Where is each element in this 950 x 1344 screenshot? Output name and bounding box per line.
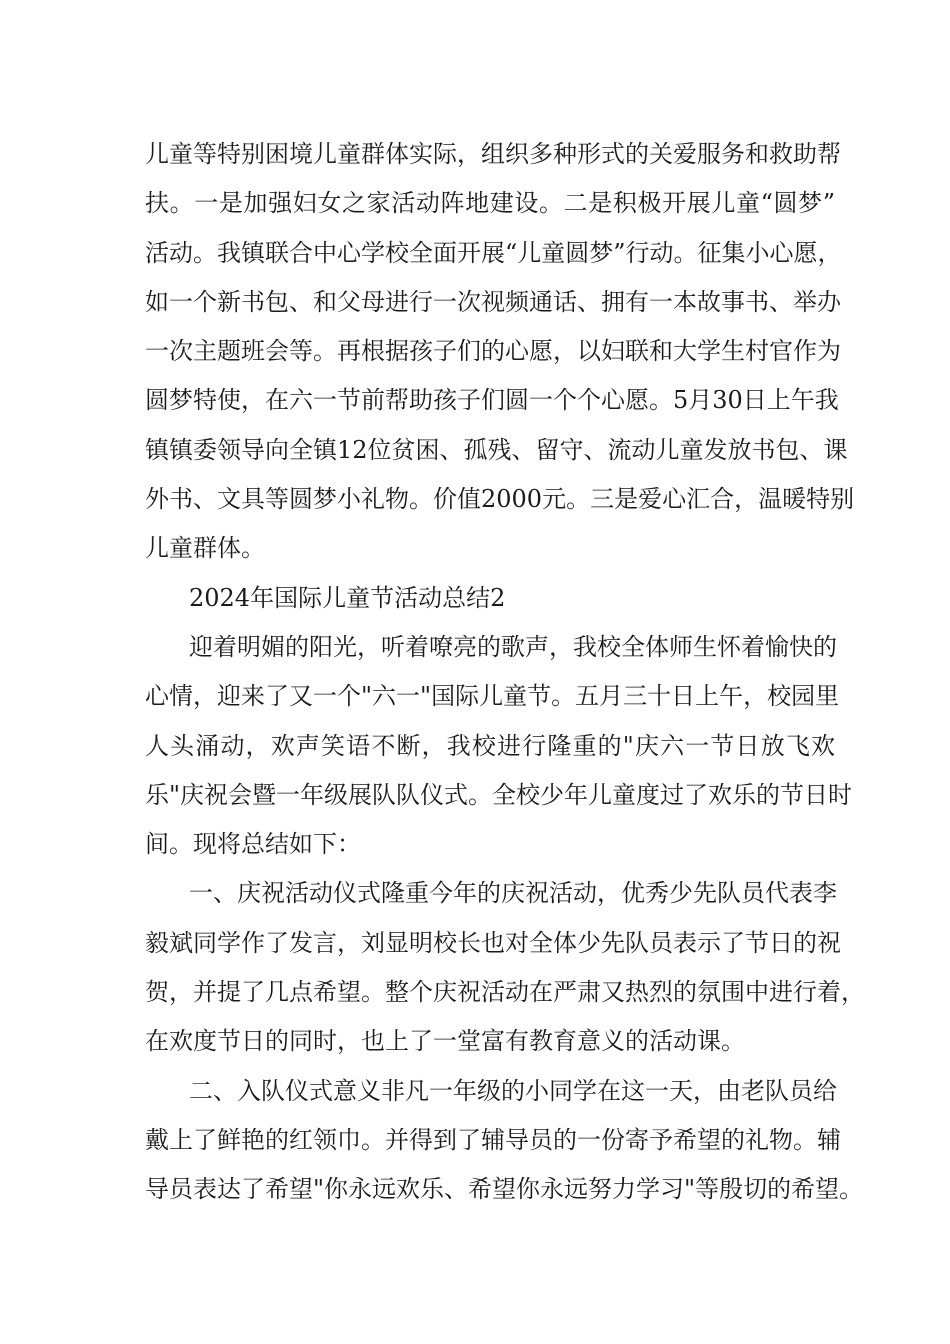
text-line: 活动。我镇联合中心学校全面开展“儿童圆梦”行动。征集小心愿， [145,238,842,267]
text-line: 人头涌动，欢声笑语不断，我校进行隆重的"庆六一节日放飞欢 [145,731,835,760]
text-line: 间。现将总结如下： [145,830,361,859]
text-line: 在欢度节日的同时，也上了一堂富有教育意义的活动课。 [145,1027,745,1056]
document-body [145,130,865,1215]
text-line: 一次主题班会等。再根据孩子们的心愿，以妇联和大学生村官作为 [145,337,841,366]
text-line: 一、庆祝活动仪式隆重今年的庆祝活动，优秀少先队员代表李 [189,879,837,908]
text-line: 扶。一是加强妇女之家活动阵地建设。二是积极开展儿童“圆梦” [145,189,835,218]
text-line: 戴上了鲜艳的红领巾。并得到了辅导员的一份寄予希望的礼物。辅 [145,1125,841,1154]
text-line: 毅斌同学作了发言，刘显明校长也对全体少先队员表示了节日的祝 [145,928,841,957]
text-line: 乐"庆祝会暨一年级展队队仪式。全校少年儿童度过了欢乐的节日时 [145,780,853,809]
text-line: 如一个新书包、和父母进行一次视频通话、拥有一本故事书、举办 [145,287,841,316]
text-line: 导员表达了希望"你永远欢乐、希望你永远努力学习"等殷切的希望。 [145,1175,864,1204]
text-line: 迎着明媚的阳光，听着嘹亮的歌声，我校全体师生怀着愉快的 [189,632,837,661]
text-line: 2024年国际儿童节活动总结2 [189,583,506,612]
text-line: 儿童群体。 [145,534,265,563]
text-line: 圆梦特使，在六一节前帮助孩子们圆一个个心愿。5月30日上午我 [145,386,839,415]
text-line: 镇镇委领导向全镇12位贫困、孤残、留守、流动儿童发放书包、课 [145,435,848,464]
text-line: 儿童等特别困境儿童群体实际，组织多种形式的关爱服务和救助帮 [145,140,841,168]
text-line: 贺，并提了几点希望。整个庆祝活动在严肃又热烈的氛围中进行着， [145,978,865,1007]
text-line: 二、入队仪式意义非凡一年级的小同学在这一天，由老队员给 [189,1076,837,1105]
text-line: 外书、文具等圆梦小礼物。价值2000元。三是爱心汇合，温暖特别 [145,485,855,514]
text-line: 心情，迎来了又一个"六一"国际儿童节。五月三十日上午，校园里 [145,682,840,711]
